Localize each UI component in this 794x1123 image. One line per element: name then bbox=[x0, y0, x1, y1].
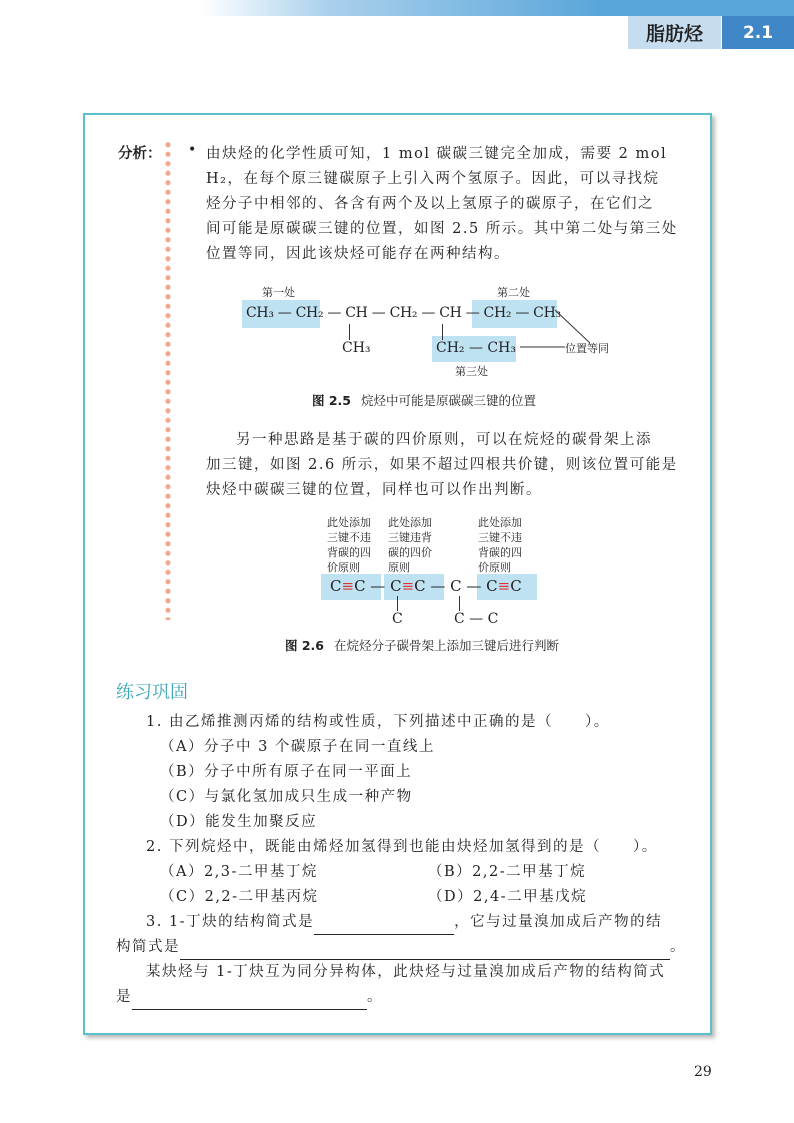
analysis-paragraph-1 bbox=[206, 142, 678, 267]
q3-text: 是 bbox=[116, 989, 132, 1005]
bullet-icon: • bbox=[188, 142, 197, 158]
caption-text: 烷烃中可能是原碳碳三键的位置 bbox=[361, 393, 537, 408]
q3-answer-1[interactable] bbox=[314, 917, 454, 935]
label-second: 第二处 bbox=[497, 286, 530, 299]
line: 烃分子中相邻的、各含有两个及以上氢原子的碳原子，在它们之 bbox=[206, 196, 654, 212]
q3-answer-3[interactable] bbox=[132, 992, 367, 1010]
exercises bbox=[116, 710, 686, 1010]
chapter-title: 脂肪烃 bbox=[628, 16, 721, 49]
q2-option-b[interactable]: （B）2,2-二甲基丁烷 bbox=[428, 864, 587, 880]
branch-methyl: CH₃ bbox=[342, 340, 371, 356]
q3-answer-2[interactable] bbox=[180, 942, 670, 960]
exercises-title: 练习巩固 bbox=[116, 682, 188, 703]
section-number: 2.1 bbox=[722, 16, 794, 49]
line: 位置等同，因此该炔烃可能存在两种结构。 bbox=[206, 246, 510, 262]
q1-option-b[interactable]: （B）分子中所有原子在同一平面上 bbox=[160, 764, 413, 780]
carbon-chain: C≡C — C≡C — C — C≡C bbox=[330, 577, 522, 595]
line: 间可能是原碳碳三键的位置，如图 2.5 所示。其中第二处与第三处 bbox=[206, 221, 678, 237]
caption-number: 图 2.5 bbox=[312, 393, 351, 408]
q1-option-c[interactable]: （C）与氯化氢加成只生成一种产物 bbox=[160, 789, 413, 805]
q3-text: 构简式是 bbox=[116, 939, 180, 955]
label-third: 第三处 bbox=[455, 365, 488, 378]
note-1: 此处添加 三键不违 背碳的四 价原则 bbox=[327, 516, 371, 574]
q3-text: 某炔烃与 1-丁炔互为同分异构体，此炔烃与过量溴加成后产物的结构简式 bbox=[146, 964, 666, 980]
analysis-label: 分析： bbox=[118, 146, 162, 162]
q2-option-c[interactable]: （C）2,2-二甲基丙烷 bbox=[160, 889, 319, 905]
q3-text: 。 bbox=[670, 939, 686, 955]
line: 炔烃中碳碳三键的位置，同样也可以作出判断。 bbox=[206, 482, 542, 498]
main-chain: CH₃ — CH₂ — CH — CH₂ — CH — CH₂ — CH₃ bbox=[246, 305, 561, 321]
line: 另一种思路是基于碳的四价原则，可以在烷烃的碳骨架上添 bbox=[236, 432, 652, 448]
question-2: 2. 下列烷烃中，既能由烯烃加氢得到也能由炔烃加氢得到的是（ ）。 bbox=[146, 839, 658, 855]
figure-2-5-caption bbox=[312, 391, 536, 409]
line: H₂，在每个原三键碳原子上引入两个氢原子。因此，可以寻找烷 bbox=[206, 171, 660, 187]
q1-option-a[interactable]: （A）分子中 3 个碳原子在同一直线上 bbox=[160, 739, 435, 755]
branch-c: C bbox=[392, 611, 403, 627]
dotted-divider bbox=[165, 140, 171, 620]
q1-option-d[interactable]: （D）能发生加聚反应 bbox=[160, 814, 318, 830]
q2-option-a[interactable]: （A）2,3-二甲基丁烷 bbox=[160, 864, 318, 880]
caption-text: 在烷烃分子碳骨架上添加三键后进行判断 bbox=[334, 638, 560, 653]
q3-text: ，它与过量溴加成后产物的结 bbox=[454, 914, 663, 930]
caption-number: 图 2.6 bbox=[285, 638, 324, 653]
q2-option-d[interactable]: （D）2,4-二甲基戊烷 bbox=[428, 889, 588, 905]
line: 加三键，如图 2.6 所示，如果不超过四根共价键，则该位置可能是 bbox=[206, 457, 678, 473]
analysis-paragraph-2 bbox=[206, 428, 678, 503]
page-number: 29 bbox=[694, 1064, 712, 1080]
label-first: 第一处 bbox=[262, 286, 295, 299]
line: 由炔烃的化学性质可知，1 mol 碳碳三键完全加成，需要 2 mol bbox=[206, 146, 668, 162]
note-3: 此处添加 三键不违 背碳的四 价原则 bbox=[478, 516, 522, 574]
header-bar bbox=[0, 0, 794, 16]
question-1: 1. 由乙烯推测丙烯的结构或性质，下列描述中正确的是（ ）。 bbox=[146, 714, 610, 730]
branch-ethyl: CH₂ — CH₃ bbox=[436, 340, 516, 356]
label-same: 位置等同 bbox=[565, 342, 609, 355]
q3-text: 。 bbox=[367, 989, 383, 1005]
figure-2-6-caption bbox=[285, 636, 559, 654]
branch-cc: C — C bbox=[454, 611, 499, 627]
question-3: 3. 1-丁炔的结构简式是 bbox=[146, 914, 315, 930]
note-2: 此处添加 三键违背 碳的四价 原则 bbox=[388, 516, 432, 574]
